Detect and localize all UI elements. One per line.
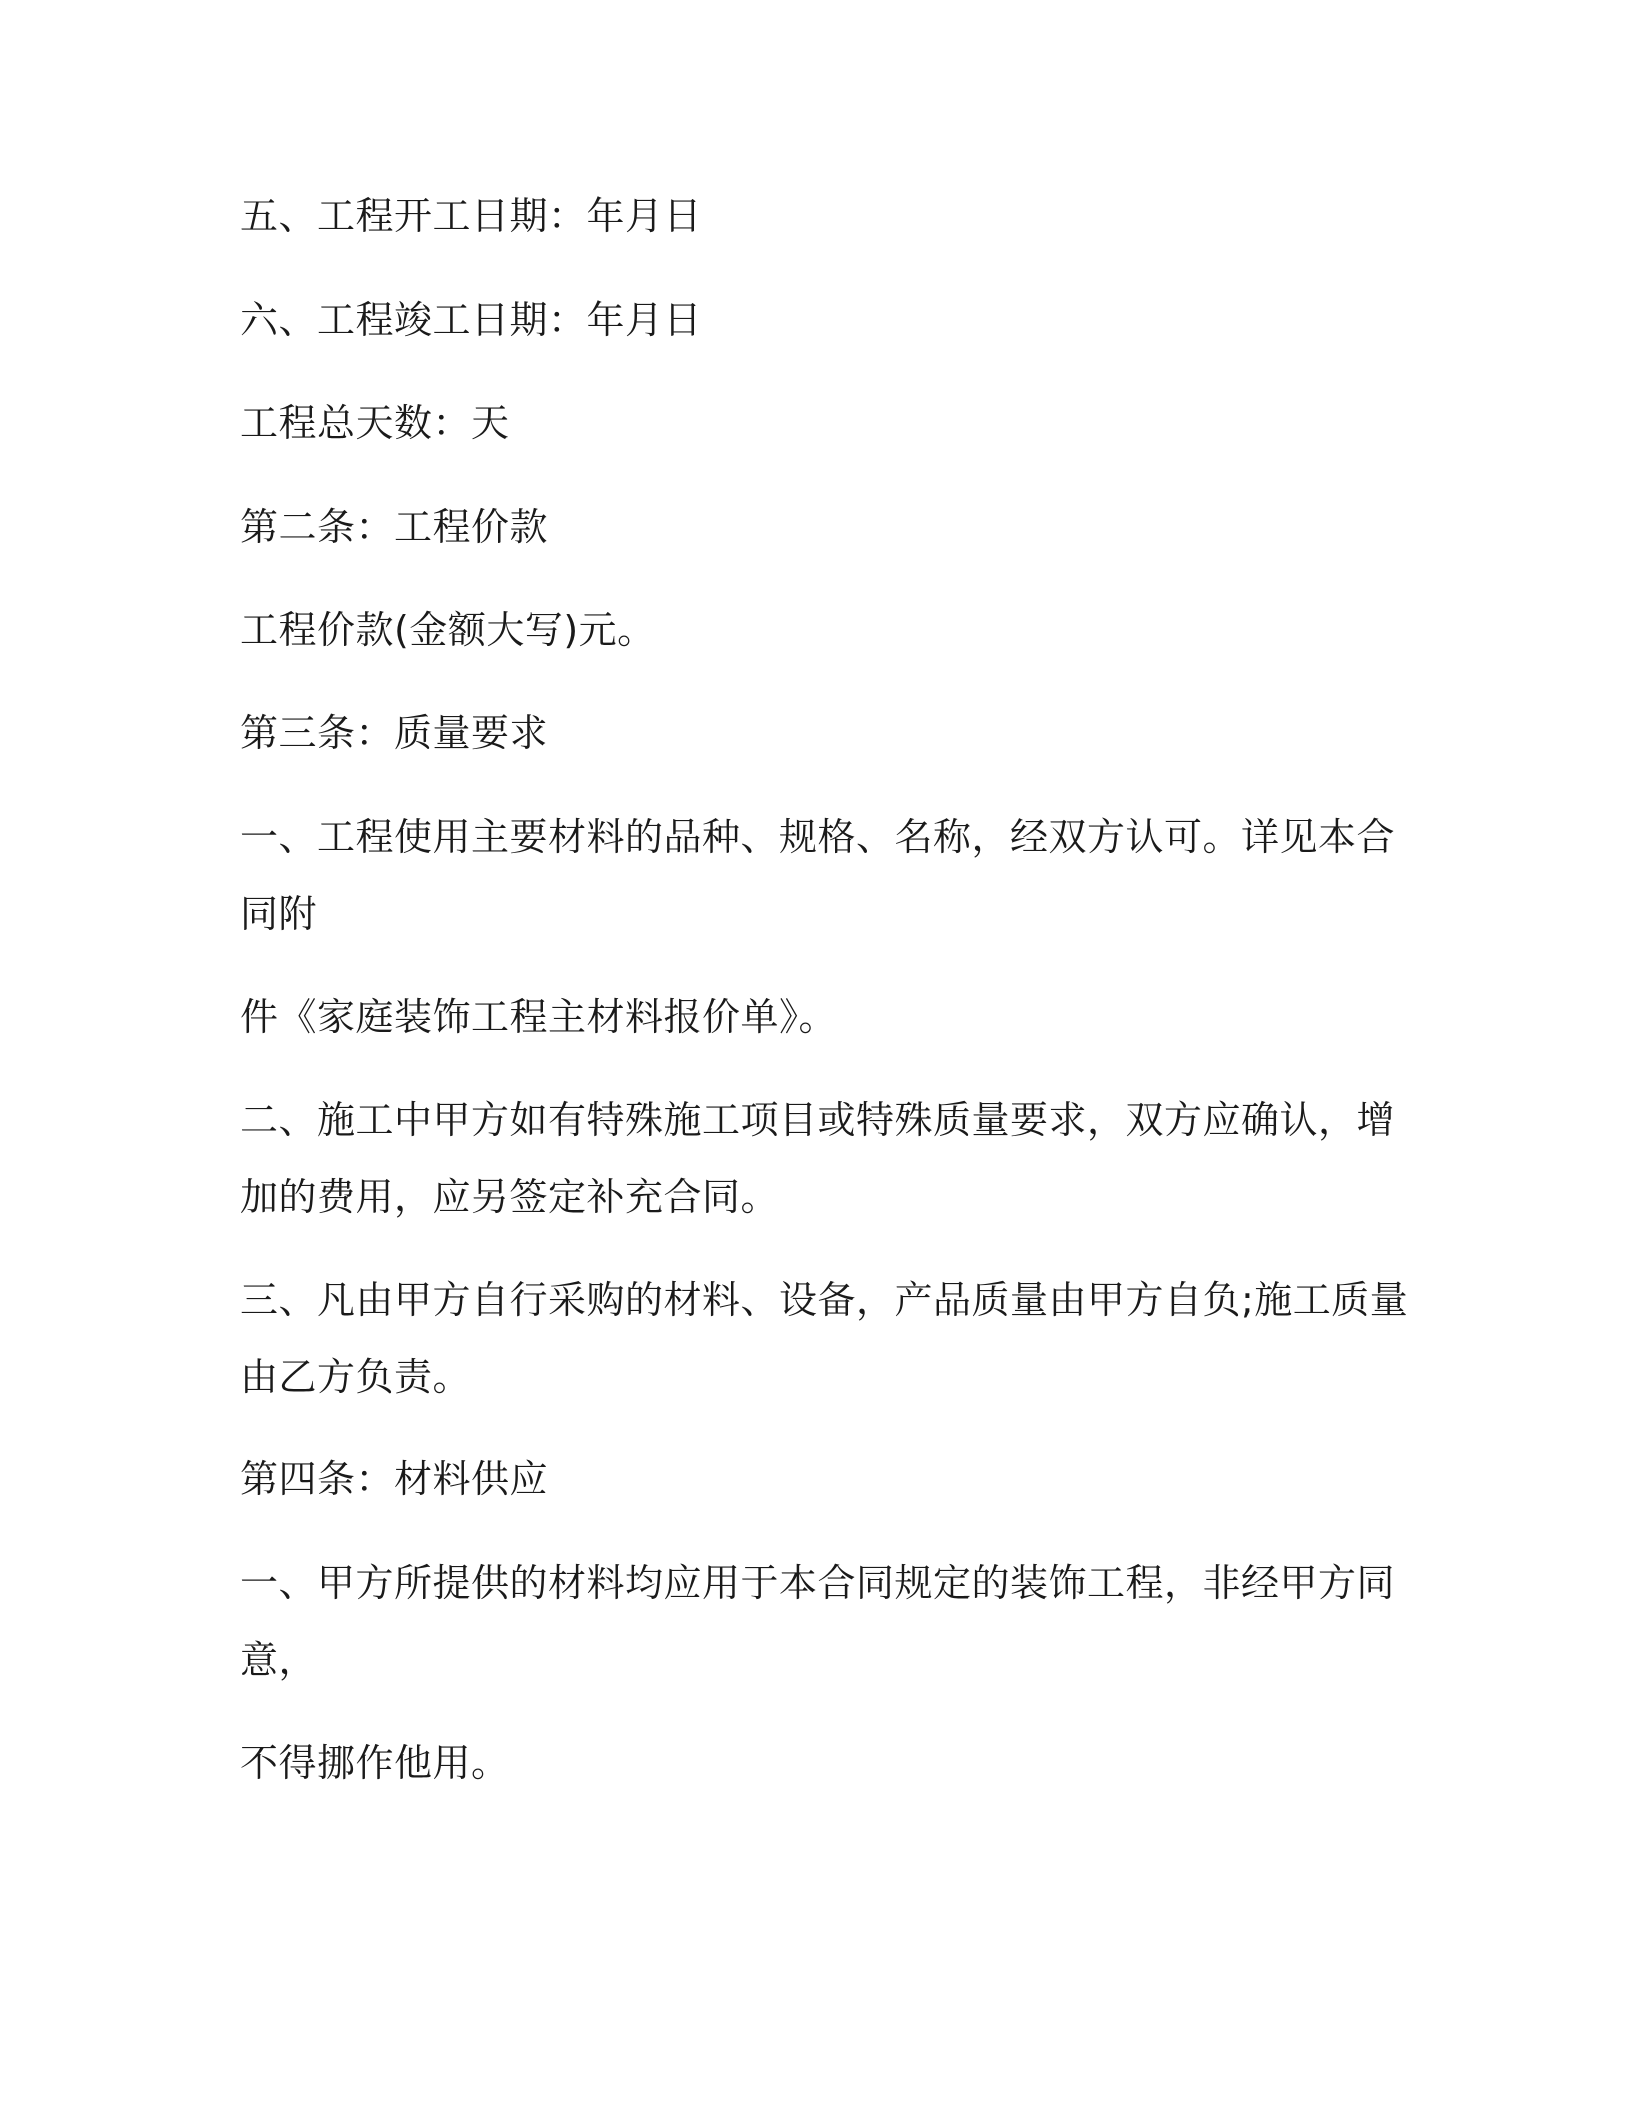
paragraph-total-days: [240, 385, 1400, 462]
text-line: 加的费用，应另签定补充合同。: [240, 1175, 780, 1219]
paragraph-attachment: [240, 979, 1400, 1056]
paragraph-material-usage: [240, 1545, 1400, 1699]
text-line: 由乙方负责。: [240, 1355, 472, 1399]
text-line: 工程总天数：天: [240, 401, 510, 445]
text-line: 第二条：工程价款: [240, 505, 549, 549]
text-line: 不得挪作他用。: [240, 1741, 510, 1785]
paragraph-start-date: [240, 178, 1400, 255]
paragraph-special-requirements: [240, 1082, 1400, 1236]
paragraph-completion-date: [240, 282, 1400, 359]
text-line: 第四条：材料供应: [240, 1457, 549, 1501]
text-line: 工程价款(金额大写)元。: [240, 608, 656, 652]
paragraph-no-misuse: [240, 1725, 1400, 1802]
text-line: 五、工程开工日期：年月日: [240, 194, 703, 238]
paragraph-quality-responsibility: [240, 1262, 1409, 1416]
text-line: 二、施工中甲方如有特殊施工项目或特殊质量要求，双方应确认，增: [240, 1098, 1396, 1142]
text-line: 同附: [240, 892, 318, 936]
text-line: 意，: [240, 1638, 318, 1682]
text-line: 一、工程使用主要材料的品种、规格、名称，经双方认可。详见本合: [240, 815, 1396, 859]
text-line: 件《家庭装饰工程主材料报价单》。: [240, 995, 838, 1039]
heading-article-4: [240, 1441, 1400, 1518]
text-line: 一、甲方所提供的材料均应用于本合同规定的装饰工程，非经甲方同: [240, 1561, 1396, 1605]
text-line: 第三条：质量要求: [240, 711, 549, 755]
paragraph-materials-spec: [240, 799, 1400, 953]
text-line: 六、工程竣工日期：年月日: [240, 298, 703, 342]
heading-article-3: [240, 695, 1400, 772]
heading-article-2: [240, 489, 1400, 566]
text-line: 三、凡由甲方自行采购的材料、设备，产品质量由甲方自负;施工质量: [240, 1278, 1409, 1322]
paragraph-price: [240, 592, 1400, 669]
